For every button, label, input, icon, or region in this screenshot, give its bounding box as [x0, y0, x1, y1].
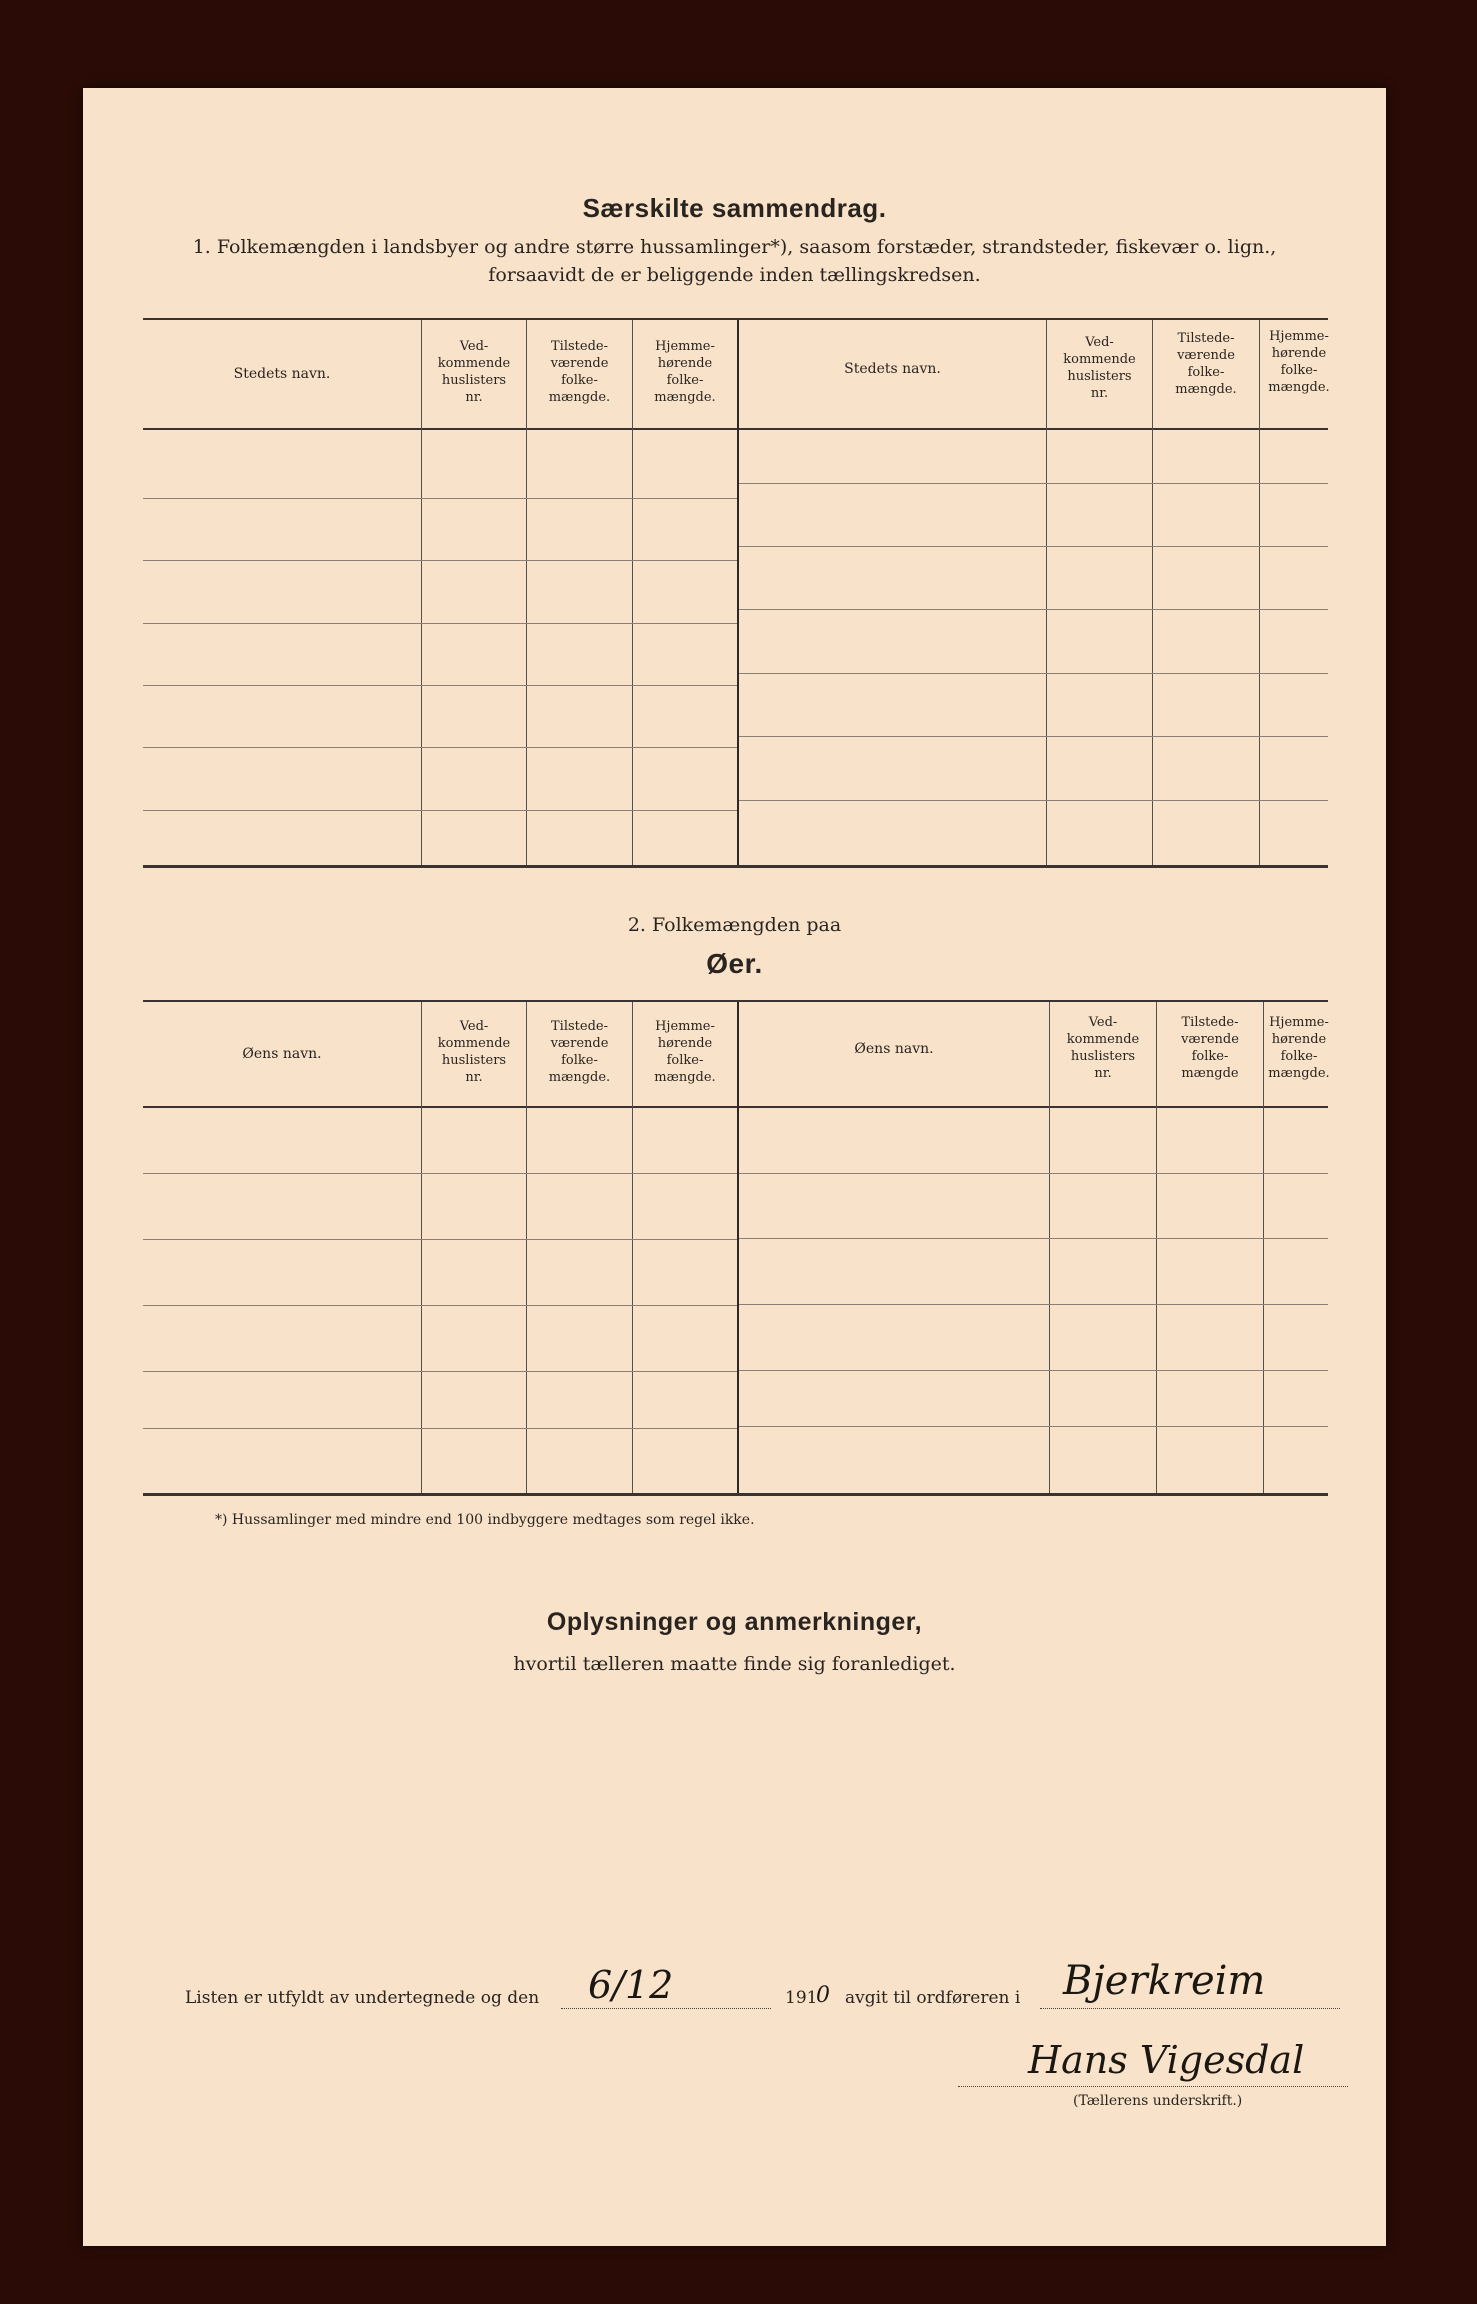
table2-header-house-nr-left: Ved- kommende huslisters nr. [437, 1019, 511, 1085]
page-title: Særskilte sammendrag. [582, 193, 887, 223]
signoff-prefix: Listen er utfyldt av undertegnede og den [185, 1988, 540, 2008]
section1-line1: 1. Folkemængden i landsbyer og andre større hussamlinger*), saasom forstæder, strandsteder, fiskevær o. lign., [192, 236, 1277, 258]
table1-header-present-left: Tilstede- værende folke- mængde. [548, 339, 611, 405]
table2-header-present-right: Tilstede- værende folke- mængde [1181, 1015, 1239, 1081]
table2-header-resident-left: Hjemme- hørende folke- mængde. [654, 1019, 716, 1085]
table2-header-name-right: Øens navn. [854, 1041, 934, 1057]
signoff-date: 6/12 [588, 1963, 674, 2007]
census-form-page [83, 88, 1386, 2246]
table1-header-resident-right: Hjemme- hørende folke- mængde. [1268, 329, 1330, 395]
table2-header-resident-right: Hjemme- hørende folke- mængde. [1268, 1015, 1330, 1081]
enumerator-signature: Hans Vigesdal [1028, 2038, 1305, 2082]
remarks-title: Oplysninger og anmerkninger, [546, 1608, 923, 1636]
table1-header-house-nr-left: Ved- kommende huslisters nr. [437, 339, 511, 405]
section1-line2: forsaavidt de er beliggende inden tællingskredsen. [488, 264, 981, 286]
table2-header-present-left: Tilstede- værende folke- mængde. [548, 1019, 611, 1085]
table1-header-name-left: Stedets navn. [233, 366, 331, 382]
signature-label: (Tællerens underskrift.) [1073, 2093, 1243, 2109]
table2-header-name-left: Øens navn. [242, 1046, 322, 1062]
table1-header-present-right: Tilstede- værende folke- mængde. [1175, 331, 1237, 397]
table1-header-name-right: Stedets navn. [844, 361, 941, 377]
table2-header-house-nr-right: Ved- kommende huslisters nr. [1066, 1015, 1140, 1081]
signoff-year-handwritten: 0 [816, 1983, 830, 2008]
section2-line1: 2. Folkemængden paa [627, 914, 842, 936]
table1-header-house-nr-right: Ved- kommende huslisters nr. [1063, 335, 1136, 401]
footnote: *) Hussamlinger med mindre end 100 indbyggere medtages som regel ikke. [215, 1512, 755, 1528]
remarks-subtitle: hvortil tælleren maatte finde sig foranlediget. [513, 1653, 956, 1675]
section2-heading: Øer. [706, 948, 763, 979]
signoff-year-printed: 191 [785, 1988, 818, 2008]
signoff-place: Bjerkreim [1063, 1958, 1266, 2004]
signoff-middle: avgit til ordføreren i [845, 1988, 1021, 2008]
table1-header-resident-left: Hjemme- hørende folke- mængde. [654, 339, 716, 405]
